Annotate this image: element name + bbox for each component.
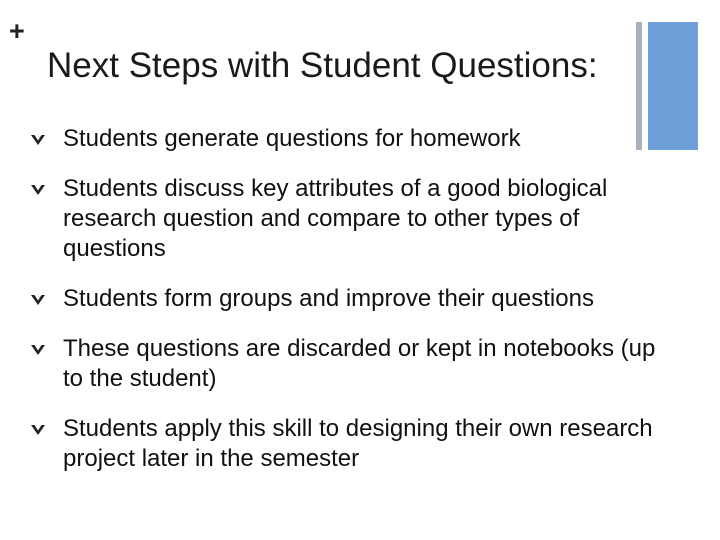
bullet-item [30,124,670,154]
bullet-text: Students generate questions for homework [63,125,521,152]
bullet-text: Students discuss key attributes of a good biological research question and compare to other types of questions [63,175,608,262]
bullet-list [30,124,670,494]
bullet-item [30,174,670,264]
diamond-bullet-icon [30,183,46,197]
bullet-item [30,414,670,474]
diamond-bullet-icon [30,293,46,307]
plus-mark: + [9,16,25,46]
diamond-bullet-icon [30,423,46,437]
slide-title: Next Steps with Student Questions: [47,46,598,85]
bullet-item [30,334,670,394]
bullet-text: Students form groups and improve their questions [63,285,594,312]
diamond-bullet-icon [30,343,46,357]
bullet-item [30,284,670,314]
bullet-text: Students apply this skill to designing their own research project later in the semester [63,415,653,472]
diamond-bullet-icon [30,133,46,147]
bullet-text: These questions are discarded or kept in notebooks (up to the student) [63,335,656,392]
